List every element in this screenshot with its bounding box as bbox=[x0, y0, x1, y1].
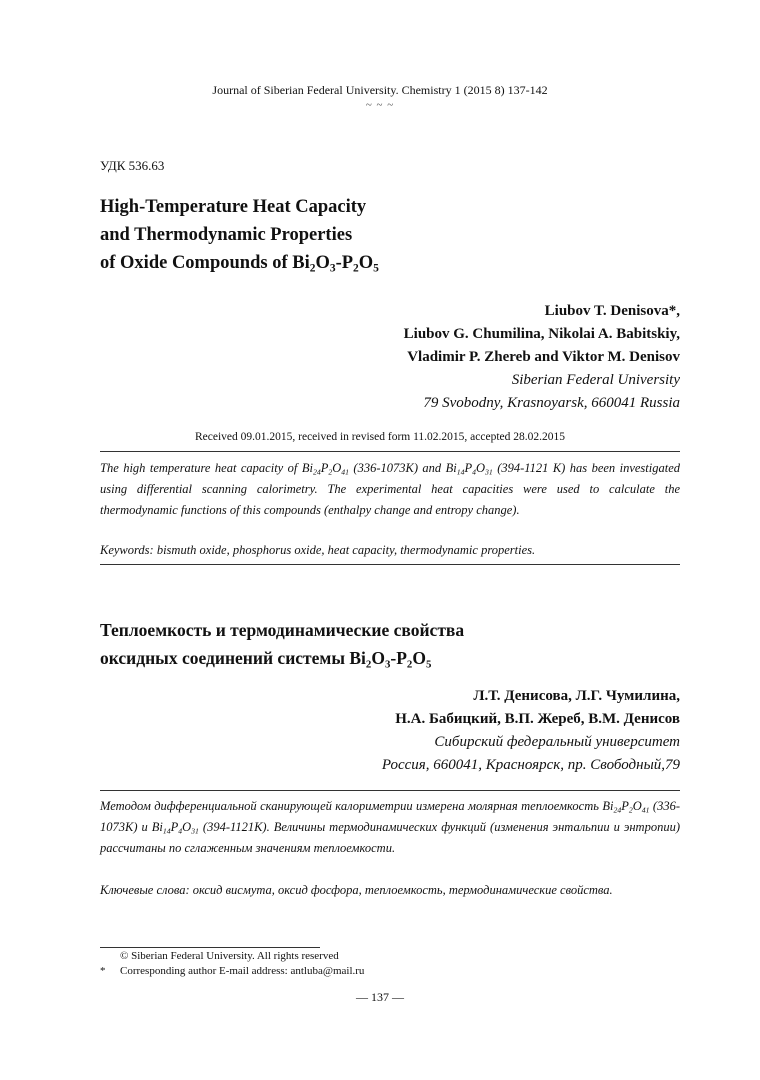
journal-header: Journal of Siberian Federal University. Chemistry 1 (2015 8) 137-142 bbox=[212, 83, 548, 97]
authors-en bbox=[404, 300, 680, 415]
author-ru-line2: Н.А. Бабицкий, В.П. Жереб, В.М. Денисов bbox=[395, 711, 680, 727]
authors-ru bbox=[382, 685, 680, 777]
address-ru: Россия, 660041, Красноярск, пр. Свободный,79 bbox=[381, 757, 680, 773]
keywords-ru: Ключевые слова: оксид висмута, оксид фосфора, теплоемкость, термодинамические свойства. bbox=[100, 883, 613, 897]
address-en: 79 Svobodny, Krasnoyarsk, 660041 Russia bbox=[423, 395, 680, 411]
author-en-line1: Liubov T. Denisova*, bbox=[544, 303, 680, 319]
title-ru-line1: Теплоемкость и термодинамические свойства bbox=[100, 620, 465, 640]
udk-code: УДК 536.63 bbox=[100, 158, 165, 173]
affiliation-ru: Сибирский федеральный университет bbox=[434, 734, 680, 750]
abstract-en: The high temperature heat capacity of $Bi_{24}P_2O_{41}$ (336-1073K) and $Bi_{14}P_4O_{31}$ (394-1121 K) has been investigated using differential scanning calorimetry. The experimental heat capacities were used to calculate the thermodynamic functions of this compounds (enthalpy change and entropy change). bbox=[100, 461, 680, 517]
affiliation-en: Siberian Federal University bbox=[511, 372, 680, 388]
page-number: — 137 — bbox=[356, 990, 404, 1004]
author-en-line3: Vladimir P. Zhereb and Viktor M. Denisov bbox=[407, 349, 680, 365]
title-en-line1: High-Temperature Heat Capacity bbox=[100, 197, 367, 217]
footnote-rule bbox=[100, 947, 320, 948]
received-dates: Received 09.01.2015, received in revised form 11.02.2015, accepted 28.02.2015 bbox=[194, 431, 566, 443]
keywords-en: Keywords: bismuth oxide, phosphorus oxide, heat capacity, thermodynamic properties. bbox=[100, 543, 536, 557]
abstract-ru-top-rule bbox=[100, 790, 680, 791]
compound-2-en: $Bi_{14}P_4O_{31}$ bbox=[445, 461, 493, 477]
abstract-top-rule bbox=[100, 451, 680, 452]
abstract-ru: Методом дифференциальной сканирующей калориметрии измерена молярная теплоемкость $Bi_{24}P_2O_{41}$ (336-1073K) и $Bi_{14}P_4O_{31}$ (394-1121K). Величины термодинамических функций (изменения энтальпии и энтропии) рассчитаны по сглаженным значениям теплоемкости. bbox=[100, 799, 680, 855]
title-ru-formula: $Bi_2O_3-P_2O_5$ bbox=[349, 648, 432, 671]
title-en-formula: $Bi_2O_3-P_2O_5$ bbox=[292, 253, 379, 275]
title-en-line3: of Oxide Compounds of $Bi_2O_3-P_2O_5$ bbox=[100, 253, 379, 275]
header-ornament: ~ ~ ~ bbox=[365, 99, 395, 111]
article-title-en bbox=[100, 193, 520, 277]
title-en-line2: and Thermodynamic Properties bbox=[100, 225, 353, 245]
title-ru-line2: оксидных соединений системы $Bi_2O_3-P_2O_5$ bbox=[100, 648, 432, 671]
footnote-corresponding: Corresponding author E-mail address: antluba@mail.ru bbox=[120, 965, 365, 977]
abstract-bottom-rule bbox=[100, 564, 680, 565]
author-ru-line1: Л.Т. Денисова, Л.Г. Чумилина, bbox=[473, 688, 680, 704]
author-en-line2: Liubov G. Chumilina, Nikolai A. Babitskiy, bbox=[403, 326, 680, 342]
compound-2-ru: $Bi_{14}P_4O_{31}$ bbox=[151, 820, 199, 836]
footnote-copyright: © Siberian Federal University. All rights reserved bbox=[120, 950, 339, 962]
compound-1-ru: $Bi_{24}P_2O_{41}$ bbox=[602, 799, 650, 815]
article-title-ru bbox=[100, 616, 620, 672]
compound-1-en: $Bi_{24}P_2O_{41}$ bbox=[301, 461, 349, 477]
footnote-star: * bbox=[100, 965, 106, 977]
